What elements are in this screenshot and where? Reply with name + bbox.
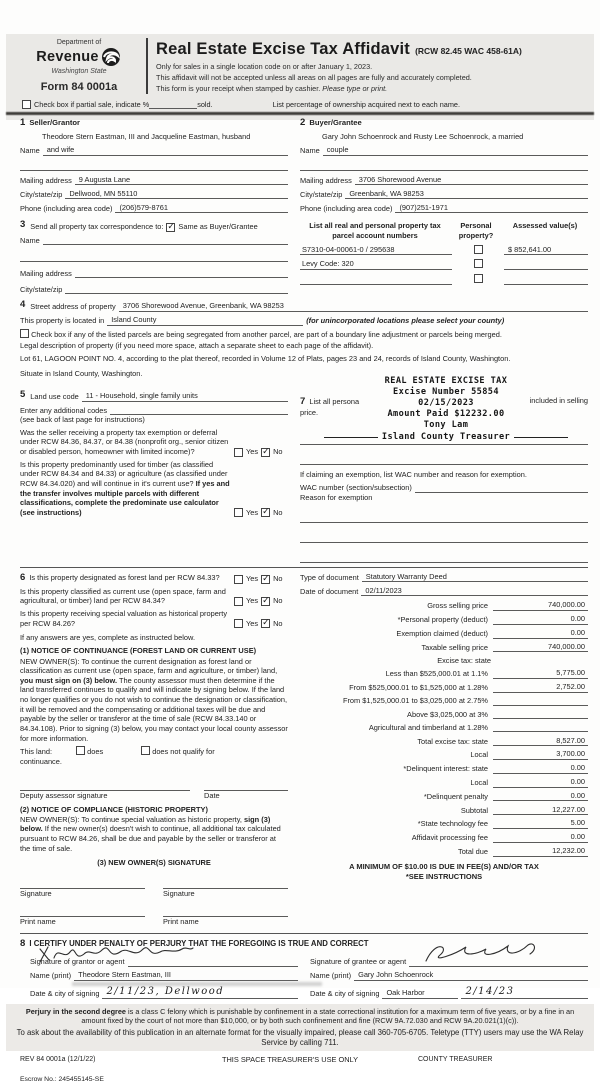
tax-row-value: 5,775.00 xyxy=(493,668,588,679)
land-use-value: 11 - Household, single family units xyxy=(82,391,288,402)
date-of-document-value: 02/11/2023 xyxy=(361,586,588,597)
segregated-label: Check box if any of the listed parcels are being segregated from another parcel, are part of a boundary line adjustment or parcels being merged. xyxy=(31,330,502,340)
tax-row xyxy=(300,763,588,774)
section6-number: 6 xyxy=(20,571,26,583)
does-label: does xyxy=(87,747,104,757)
forest-no-checkbox xyxy=(261,575,270,584)
tax-row xyxy=(300,777,588,788)
minimum-due-note: A MINIMUM OF $10.00 IS DUE IN FEE(S) AND/OR TAX xyxy=(349,861,539,871)
additional-codes-label: Enter any additional codes xyxy=(20,405,108,415)
q1-yes-checkbox xyxy=(234,448,243,457)
certify-statement: I CERTIFY UNDER PENALTY OF PERJURY THAT THE FOREGOING IS TRUE AND CORRECT xyxy=(29,939,369,949)
grantee-name-print-label: Name (print) xyxy=(310,971,352,981)
ownership-note: List percentage of ownership acquired next to each name. xyxy=(272,100,461,109)
q1-no-checkbox xyxy=(261,448,270,457)
tax-row-label: Total due xyxy=(458,847,488,856)
owner-printname-field xyxy=(163,906,288,917)
owner-signature-field xyxy=(163,878,288,889)
tax-row xyxy=(300,805,588,816)
tax-row xyxy=(300,722,588,732)
personal-property-checkbox xyxy=(474,245,483,254)
assessed-value xyxy=(504,260,588,270)
wac-number-field xyxy=(415,483,588,493)
same-as-buyer-label: Same as Buyer/Grantee xyxy=(178,222,258,232)
historical-property-question: Is this property receiving special valuation as historical property per RCW 84.26? xyxy=(20,609,228,628)
tax-row-value xyxy=(493,709,588,719)
seller-name-label: Name xyxy=(20,146,40,156)
tax-row xyxy=(300,736,588,747)
exemption-instructions: If claiming an exemption, list WAC number and reason for exemption. xyxy=(300,469,527,479)
forest-yes-checkbox xyxy=(234,575,243,584)
stamp-cashier-name: Tony Lam xyxy=(423,420,469,431)
seller-city-value: Dellwood, MN 55110 xyxy=(65,189,288,200)
tax-row xyxy=(300,600,588,611)
sold-label: sold. xyxy=(197,100,213,109)
treasurer-use-only-label: THIS SPACE TREASURER'S USE ONLY xyxy=(221,1054,359,1064)
parcel-number xyxy=(300,275,452,285)
type-or-print-note: Please type or print. xyxy=(322,83,388,93)
additional-codes-field xyxy=(110,405,288,415)
correspondence-mailing-label: Mailing address xyxy=(20,268,72,278)
continuance-text-a: NEW OWNER(S): To continue the current designation as forest land or classification as current use (open space, farm and agriculture, or timber) land, xyxy=(20,656,278,676)
form-title: Real Estate Excise Tax Affidavit xyxy=(156,40,411,58)
tax-row xyxy=(300,628,588,639)
section-divider xyxy=(20,933,588,934)
tax-row xyxy=(300,709,588,719)
timber-agriculture-question: Is this property predominantly used for timber (as classified under RCW 84.34 and 84.33) or agriculture (as classified under RCW 84.34.020) and will continue in it's current use? xyxy=(20,459,228,488)
perjury-notice xyxy=(6,1004,594,1051)
section1-number: 1 xyxy=(20,117,26,128)
tax-row-value: 2,752.00 xyxy=(493,682,588,693)
buyer-mailing-value: 3706 Shorewood Avenue xyxy=(355,175,588,186)
section8-number: 8 xyxy=(20,938,26,950)
seller-phone-label: Phone (including area code) xyxy=(20,203,113,213)
tax-row-value: 12,227.00 xyxy=(493,805,588,816)
tax-row-value: 0.00 xyxy=(493,777,588,788)
section2-number: 2 xyxy=(300,117,306,128)
yes-label: Yes xyxy=(246,447,259,456)
personal-property-col-header: Personal property? xyxy=(458,221,494,241)
street-address-value: 3706 Shorewood Avenue, Greenbank, WA 98253 xyxy=(119,301,588,312)
if-any-yes-note: If any answers are yes, complete as instructed below. xyxy=(20,633,195,643)
land-use-label: Land use code xyxy=(30,392,79,401)
q2-no-checkbox xyxy=(261,508,270,517)
partial-sale-percent-field xyxy=(149,99,197,109)
owner-signature-field xyxy=(20,878,145,889)
partial-sale-checkbox xyxy=(22,100,31,109)
grantor-date-city-label: Date & city of signing xyxy=(30,988,100,998)
tax-row-label: Exemption claimed (deduct) xyxy=(396,628,488,638)
subtitle-line2: This affidavit will not be accepted unless all areas on all pages are fully and accurately completed. xyxy=(156,72,472,82)
yes-label: Yes xyxy=(246,574,259,584)
tax-row-label: From $1,525,000.01 to $3,025,000 at 2.75% xyxy=(342,696,488,706)
section4-number: 4 xyxy=(20,299,26,311)
tax-row-label: Taxable selling price xyxy=(421,642,488,652)
stamp-excise-number: Excise Number 55854 xyxy=(393,386,499,397)
no-label: No xyxy=(273,618,283,628)
compliance-text-bold: sign (3) below. xyxy=(20,814,271,834)
assessed-value-col-header: Assessed value(s) xyxy=(512,221,578,231)
blank-line xyxy=(300,512,588,523)
grantor-signature xyxy=(36,943,196,967)
buyer-city-label: City/state/zip xyxy=(300,189,343,199)
tax-row-value: 0.00 xyxy=(493,832,588,843)
tax-subheading-row xyxy=(300,656,588,666)
correspondence-name-field xyxy=(43,235,288,245)
tax-row-value: 0.00 xyxy=(493,628,588,639)
tax-row-value: 3,700.00 xyxy=(493,749,588,760)
section-divider xyxy=(20,567,588,568)
blank-line xyxy=(20,251,288,262)
located-county-value: Island County xyxy=(107,315,303,326)
agency-logo-block xyxy=(20,38,138,94)
print-name-label: Print name xyxy=(20,917,56,927)
parcel-row xyxy=(300,259,588,270)
grantee-name-print-value: Gary John Schoenrock xyxy=(354,970,588,981)
no-label: No xyxy=(273,596,283,606)
tax-row-value: 0.00 xyxy=(493,763,588,774)
no-label: No xyxy=(273,574,283,584)
yes-label: Yes xyxy=(246,596,259,606)
segregated-checkbox xyxy=(20,329,29,338)
located-in-label: This property is located in xyxy=(20,316,105,326)
seller-mailing-label: Mailing address xyxy=(20,175,72,185)
type-of-document-value: Statutory Warranty Deed xyxy=(362,572,588,583)
no-label: No xyxy=(273,447,283,456)
blank-line xyxy=(300,532,588,543)
tax-row xyxy=(300,642,588,653)
seller-name-line1: Theodore Stern Eastman, III and Jacqueline Eastman, husband xyxy=(42,132,251,142)
assessed-value xyxy=(504,275,588,285)
deputy-date-field xyxy=(204,780,288,791)
tax-row xyxy=(300,614,588,625)
see-instructions-note: *SEE INSTRUCTIONS xyxy=(405,872,483,882)
subtitle-line1: Only for sales in a single location code on or after January 1, 2023. xyxy=(156,61,373,71)
does-qualify-checkbox xyxy=(76,746,85,755)
section7-number: 7 xyxy=(300,395,306,407)
new-owners-signature-title: (3) NEW OWNER(S) SIGNATURE xyxy=(97,858,211,868)
no-label: No xyxy=(273,507,283,517)
buyer-name-label: Name xyxy=(300,146,320,156)
grantor-signature-label: Signature of grantor or agent xyxy=(30,957,125,967)
tax-row-label: Gross selling price xyxy=(427,601,488,611)
q2-yes-checkbox xyxy=(234,508,243,517)
next-page-ghost xyxy=(72,982,322,986)
tax-row xyxy=(300,832,588,843)
parcel-number: Levy Code: 320 xyxy=(300,259,452,270)
tax-row-value: 740,000.00 xyxy=(493,642,588,653)
correspondence-mailing-field xyxy=(75,268,288,278)
notice-compliance-title: (2) NOTICE OF COMPLIANCE (HISTORIC PROPERTY) xyxy=(20,805,208,815)
section5-number: 5 xyxy=(20,389,26,401)
section2-heading: Buyer/Grantee xyxy=(309,118,362,127)
legal-description-value: Lot 61, LAGOON POINT NO. 4, according to the plat thereof, recorded in Volume 12 of Plats, pages 23 and 24, records of Island County, Washington. xyxy=(20,353,511,363)
correspondence-name-label: Name xyxy=(20,235,40,245)
buyer-name-line2: couple xyxy=(323,145,588,156)
personal-property-checkbox xyxy=(474,259,483,268)
buyer-phone-label: Phone (including area code) xyxy=(300,203,393,213)
deputy-signature-field xyxy=(20,780,190,791)
agency-name: Revenue xyxy=(36,48,99,65)
dor-swirl-icon xyxy=(100,47,122,67)
currentuse-yes-checkbox xyxy=(234,597,243,606)
compliance-text-c: If the new owner(s) doesn't wish to continue, all additional tax calculated pursuant to RCW 84.26, shall be due and payable by the seller or transferor at the time of sale. xyxy=(20,824,281,853)
tax-row-value xyxy=(493,696,588,706)
perjury-text: is a class C felony which is punishable by confinement in a state correctional institution for a maximum term of five years, or by a fine in an amount fixed by the court of not more than $10,000, or by both such confinement and fine (RCW 9A.72.030 and RCW 9A.20.021(1)(c)). xyxy=(81,1006,575,1026)
parcel-col-header: List all real and personal property tax parcel account numbers xyxy=(309,221,441,241)
grantor-date-city-value: 2/11/23, Dellwood xyxy=(102,985,298,999)
price-fragment: price. xyxy=(300,408,319,418)
this-land-label: This land: xyxy=(20,747,53,757)
buyer-mailing-label: Mailing address xyxy=(300,175,352,185)
tax-row xyxy=(300,682,588,693)
legal-description-label: Legal description of property (if you need more space, attach a separate sheet to each page of the affidavit). xyxy=(20,341,374,351)
partial-sale-label: Check box if partial sale, indicate % xyxy=(34,100,150,109)
personal-property-list-fragment: List all persona xyxy=(309,396,360,406)
unincorporated-note: (for unincorporated locations please select your county) xyxy=(306,316,505,326)
header-divider xyxy=(146,38,148,94)
continuance-text-c: The county assessor must then determine if the land transferred continues to qualify and will indicate by signing below. If the land no longer qualifies or you do not wish to continue the designation or classification, it will be removed and the compensating or additional taxes will be due and payable by the seller or transferor at the time of sale (RCW 84.33.140 or 84.34.108). Prior to signing (3) below, you may contact your local county assessor for more information. xyxy=(20,675,288,743)
tax-row-label: Above $3,025,000 at 3% xyxy=(407,709,488,719)
tax-row-value: 0.00 xyxy=(493,791,588,802)
signature-label: Signature xyxy=(20,888,52,898)
buyer-city-value: Greenbank, WA 98253 xyxy=(345,189,588,200)
stamp-amount-paid: Amount Paid $12232.00 xyxy=(387,409,505,420)
tax-row-label: *State technology fee xyxy=(417,819,488,829)
section3-number: 3 xyxy=(20,219,26,231)
buyer-name-line1: Gary John Schoenrock and Rusty Lee Schoenrock, a married xyxy=(322,132,524,142)
tax-row-label: Total excise tax: state xyxy=(417,736,488,746)
blank-line xyxy=(300,160,588,171)
tax-row xyxy=(300,791,588,802)
washington-state-label: Washington State xyxy=(51,68,107,76)
seller-name-line2: and wife xyxy=(43,145,288,156)
owner-printname-field xyxy=(20,906,145,917)
tax-row-value: 0.00 xyxy=(493,614,588,625)
tax-row-label: *Delinquent interest: state xyxy=(403,764,488,774)
correspondence-city-label: City/state/zip xyxy=(20,284,63,294)
perjury-bold-lead: Perjury in the second degree xyxy=(25,1006,126,1016)
currentuse-no-checkbox xyxy=(261,597,270,606)
exemption-deferral-question: Was the seller receiving a property tax exemption or deferral under RCW 84.36, 84.37, or 84.38 (nonprofit org., senior citizen or disabled person, homeowner with limited income)? xyxy=(20,427,229,456)
yes-label: Yes xyxy=(246,507,259,517)
situate-line: Situate in Island County, Washington. xyxy=(20,369,143,379)
tax-row-label: From $525,000.01 to $1,525,000 at 1.28% xyxy=(349,683,488,693)
tax-row xyxy=(300,749,588,760)
grantee-city-value: Oak Harbor xyxy=(382,988,458,999)
tax-row xyxy=(300,818,588,829)
tax-row-value: 5.00 xyxy=(493,818,588,829)
blank-line xyxy=(20,160,288,171)
grantor-name-print-value: Theodore Stern Eastman, III xyxy=(74,970,298,981)
codes-note: (see back of last page for instructions) xyxy=(20,415,145,425)
personal-property-checkbox xyxy=(474,274,483,283)
tax-row-label: Affidavit processing fee xyxy=(411,833,488,843)
alternate-format-note: To ask about the availability of this publication in an alternate format for the visually impaired, please call 360-705-6705. Teletype (TTY) users may use the WA Relay Service by calling 711. xyxy=(16,1027,584,1047)
section1-heading: Seller/Grantor xyxy=(29,118,81,127)
grantee-date-value: 2/14/23 xyxy=(461,985,588,999)
reason-for-exemption-label: Reason for exemption xyxy=(300,492,373,502)
tax-row-label: *Personal property (deduct) xyxy=(397,615,488,625)
grantee-signature-label: Signature of grantee or agent xyxy=(310,957,407,967)
blank-line xyxy=(300,552,588,563)
stamp-date: 02/15/2023 xyxy=(418,398,474,409)
included-in-selling-fragment: included in selling xyxy=(529,395,588,405)
date-of-document-label: Date of document xyxy=(300,586,359,596)
stamp-treasurer-title: Island County Treasurer xyxy=(381,431,511,442)
deputy-assessor-label: Deputy assessor signature xyxy=(20,791,108,801)
tax-row-value xyxy=(493,722,588,732)
current-use-question: Is this property classified as current use (open space, farm and agricultural, or timber) land per RCW 84.34? xyxy=(20,586,226,606)
parcel-row xyxy=(300,274,588,285)
does-not-label: does not qualify for xyxy=(152,747,215,757)
parcel-row xyxy=(300,245,588,256)
header-band xyxy=(6,34,594,120)
forest-land-question: Is this property designated as forest land per RCW 84.33? xyxy=(29,572,220,582)
seller-mailing-value: 9 Augusta Lane xyxy=(75,175,288,186)
correspondence-city-field xyxy=(65,284,288,294)
county-treasurer-label: COUNTY TREASURER xyxy=(418,1055,493,1063)
tax-row-value: 740,000.00 xyxy=(493,600,588,611)
continuance-label: continuance. xyxy=(20,756,62,766)
rcw-reference: (RCW 82.45 WAC 458-61A) xyxy=(415,46,522,56)
dept-of-label: Department of xyxy=(56,39,102,46)
yes-label: Yes xyxy=(246,618,259,628)
tax-row xyxy=(300,668,588,679)
seller-phone-value: (206)579-8761 xyxy=(115,203,288,214)
grantee-signature xyxy=(420,941,540,967)
tax-row-value: 8,527.00 xyxy=(493,736,588,747)
tax-row-label: Subtotal xyxy=(460,805,488,815)
parcel-number: S7310-04-00061-0 / 295638 xyxy=(300,245,452,256)
compliance-text-a: NEW OWNER(S): To continue special valuation as historic property, xyxy=(20,814,242,824)
notice-continuance-title: (1) NOTICE OF CONTINUANCE (FOREST LAND OR CURRENT USE) xyxy=(20,645,257,655)
tax-row-label: Less than $525,000.01 at 1.1% xyxy=(385,669,488,679)
continuance-text-bold: you must sign on (3) below. xyxy=(20,675,118,685)
wac-number-label: WAC number (section/subsection) xyxy=(300,483,412,493)
seller-city-label: City/state/zip xyxy=(20,189,63,199)
deputy-date-label: Date xyxy=(204,791,220,801)
signature-label: Signature xyxy=(163,888,195,898)
tax-row-label: Local xyxy=(470,750,488,760)
assessed-value: $ 852,641.00 xyxy=(504,245,588,256)
historic-no-checkbox xyxy=(261,619,270,628)
tax-row-label: Local xyxy=(470,777,488,787)
print-name-label: Print name xyxy=(163,917,199,927)
section3-label: Send all property tax correspondence to: xyxy=(30,222,164,232)
buyer-phone-value: (907)251-1971 xyxy=(395,203,588,214)
grantor-name-print-label: Name (print) xyxy=(30,971,72,981)
form-revision: REV 84 0001a (12/1/22) xyxy=(20,1055,96,1063)
historic-yes-checkbox xyxy=(234,619,243,628)
treasurer-stamp xyxy=(324,376,568,443)
same-as-buyer-checkbox xyxy=(166,223,175,232)
type-of-document-label: Type of document xyxy=(300,572,359,582)
tax-row-value: 12,232.00 xyxy=(493,846,588,857)
form-number: Form 84 0001a xyxy=(40,81,118,94)
tax-row-label: Excise tax: state xyxy=(437,655,491,665)
does-not-qualify-checkbox xyxy=(141,746,150,755)
subtitle-line3: This form is your receipt when stamped by cashier. xyxy=(156,83,321,93)
tax-row-label: *Delinquent penalty xyxy=(423,791,488,801)
tax-row xyxy=(300,846,588,857)
blank-line xyxy=(300,454,588,465)
grantee-date-city-label: Date & city of signing xyxy=(310,988,380,998)
tax-row xyxy=(300,696,588,706)
header-rule xyxy=(6,112,594,115)
escrow-number: Escrow No.: 245455145-SE xyxy=(20,1076,104,1084)
tax-row-label: Agricultural and timberland at 1.28% xyxy=(368,722,488,732)
street-address-label: Street address of property xyxy=(30,302,116,312)
predominate-use-bold: If yes and the transfer involves multiple parcels with different classifications, complete the predominate use calculator (see instructions) xyxy=(20,478,230,517)
stamp-title: REAL ESTATE EXCISE TAX xyxy=(384,375,508,386)
